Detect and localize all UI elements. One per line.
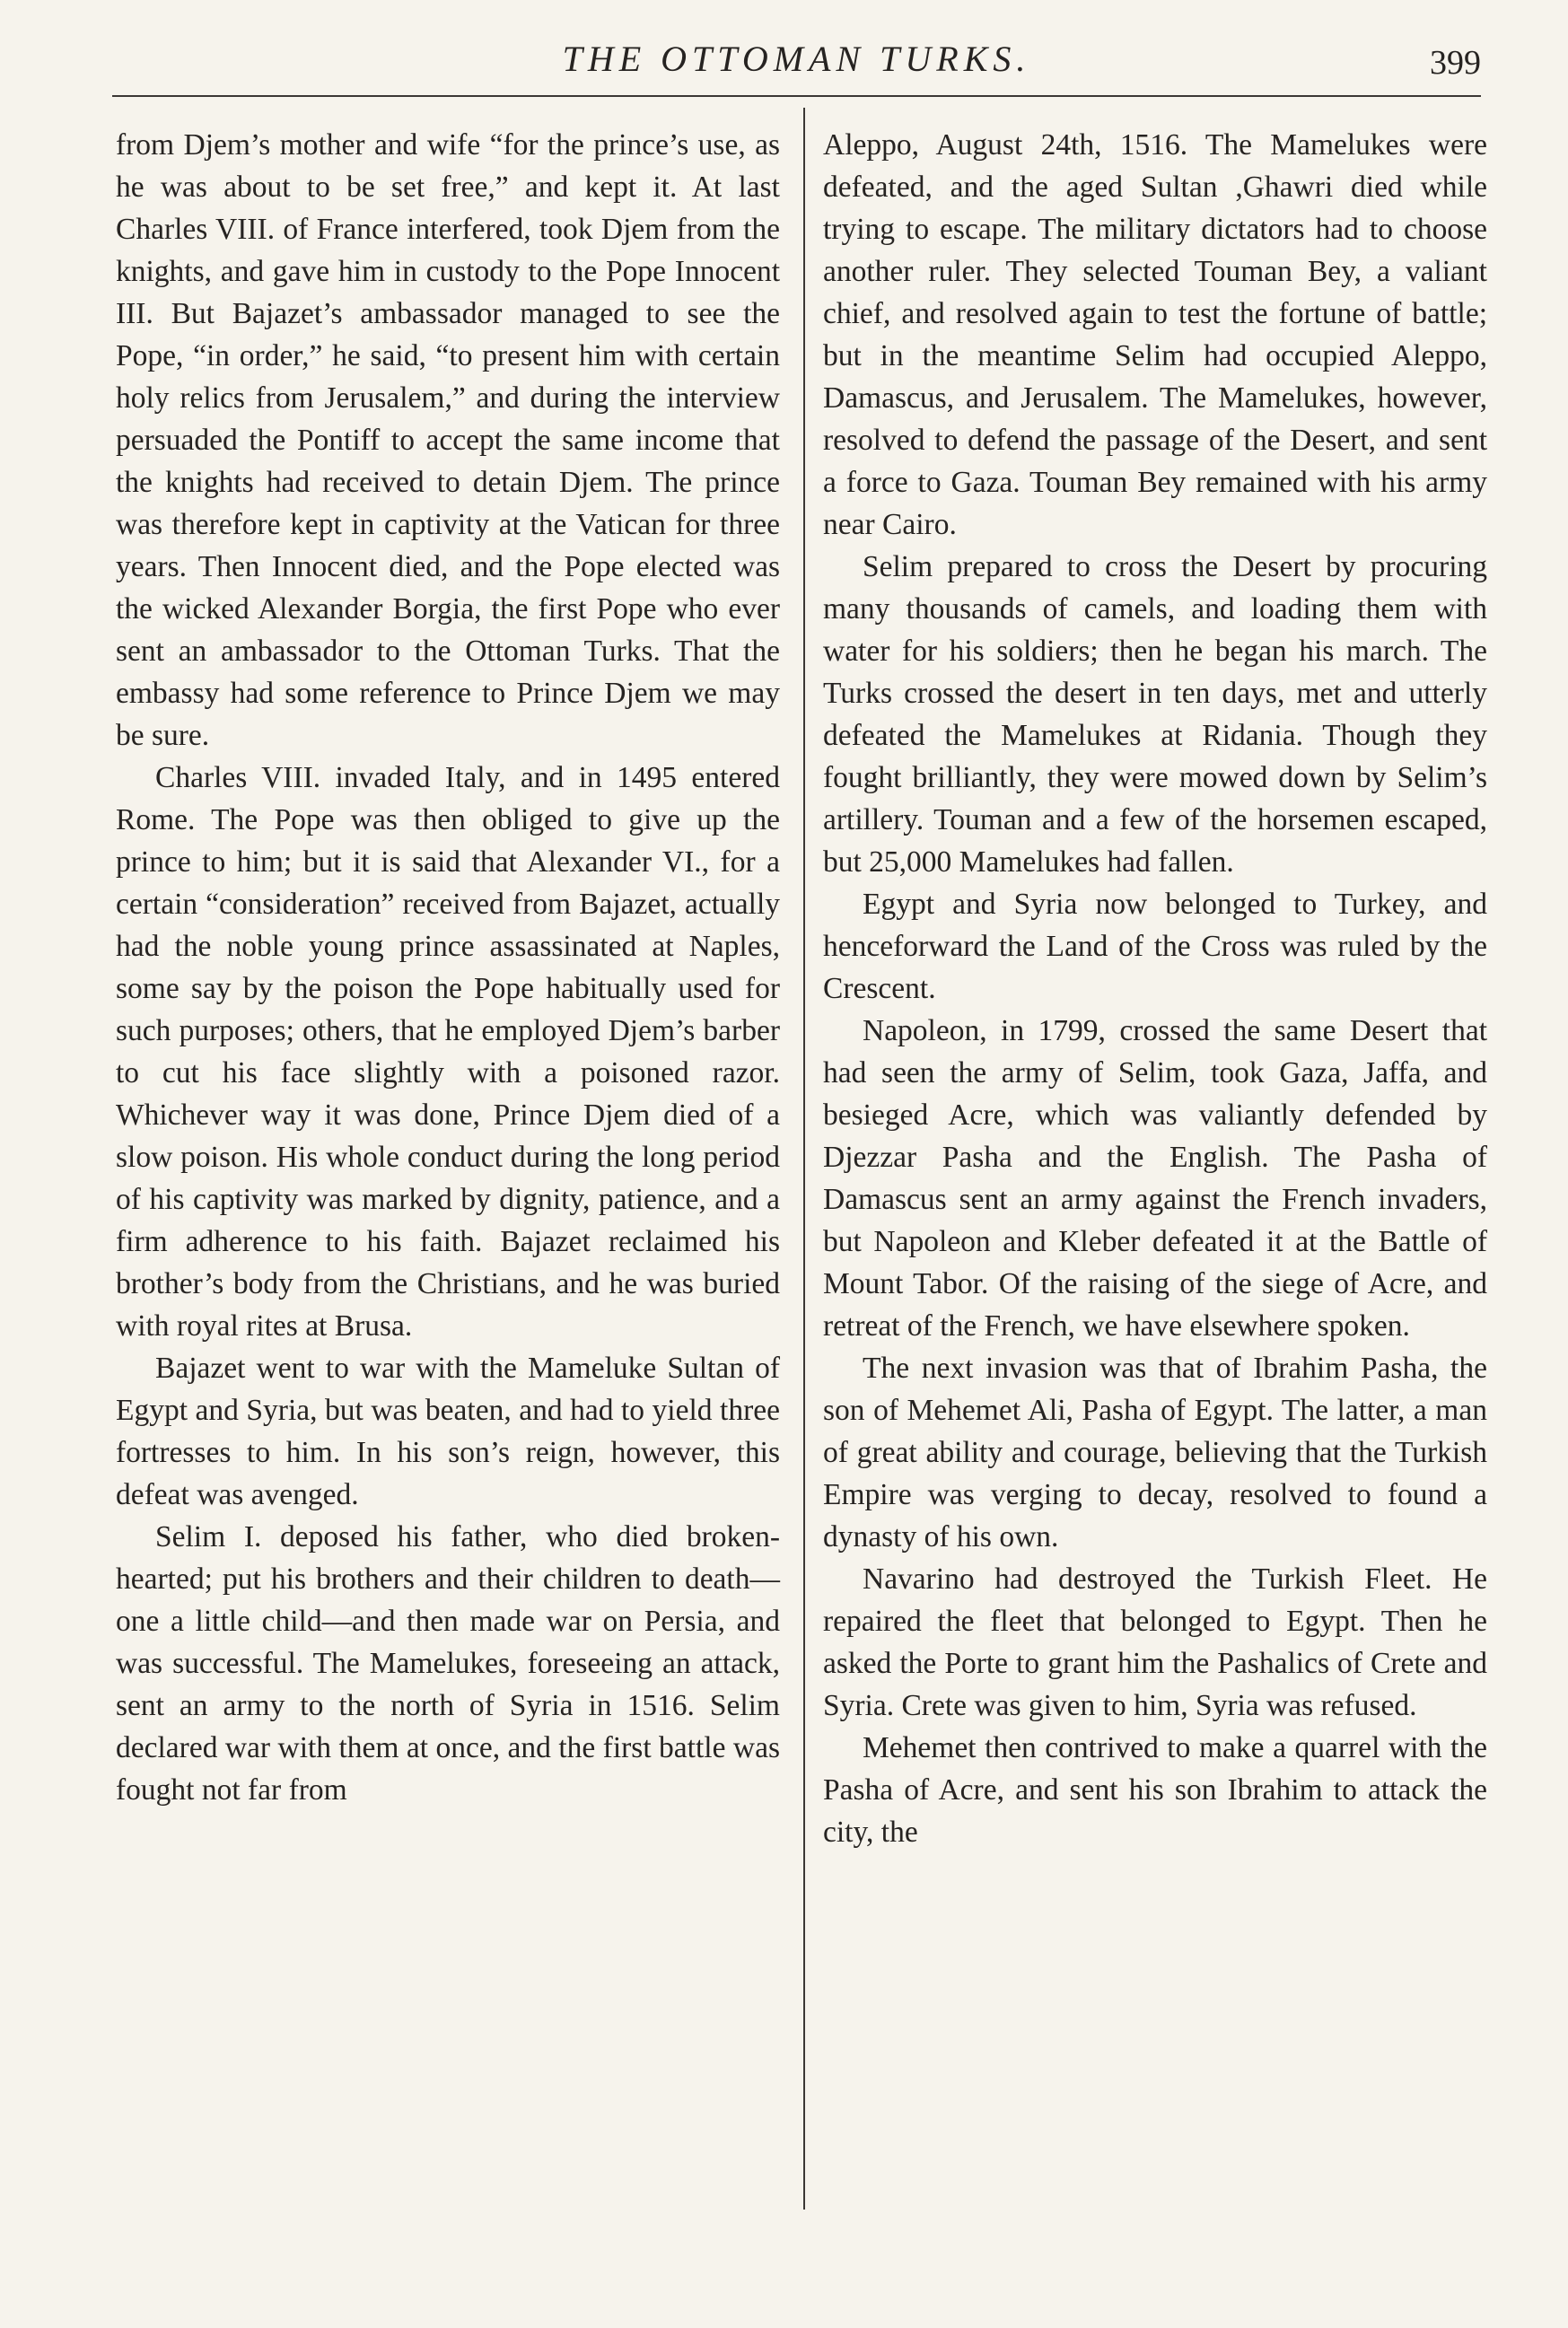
paragraph: Charles VIII. invaded Italy, and in 1495 entered Rome. The Pope was then obliged to give up the prince to him; but it is said that Alexander VI., for a certain “consideration” received from Bajazet, actually had the noble young prince assassinated at Naples, some say by the poison the Pope habitually used for such purposes; others, that he employed Djem’s barber to cut his face slightly with a poisoned razor. Whichever way it was done, Prince Djem died of a slow poison. His whole conduct during the long period of his captivity was marked by dignity, patience, and a firm adherence to his faith. Bajazet reclaimed his brother’s body from the Christians, and he was buried with royal rites at Brusa.: [116, 761, 780, 1343]
header-rule: [112, 95, 1481, 97]
paragraph: Selim I. deposed his father, who died broken-hearted; put his brothers and their children to death—one a little child—and then made war on Persia, and was successful. The Mamelukes, foreseeing an attack, sent an army to the north of Syria in 1516. Selim declared war with them at once, and the first battle was fought not far from: [116, 1520, 780, 1807]
paragraph: The next invasion was that of Ibrahim Pasha, the son of Mehemet Ali, Pasha of Egypt. The latter, a man of great ability and courage, believing that the Turkish Empire was verging to decay, resolved to found a dynasty of his own.: [823, 1352, 1487, 1553]
running-title: THE OTTOMAN TURKS.: [562, 39, 1031, 79]
paragraph: Egypt and Syria now belonged to Turkey, and henceforward the Land of the Cross was ruled by the Crescent.: [823, 888, 1487, 1005]
column-divider: [803, 108, 805, 2210]
paragraph: Navarino had destroyed the Turkish Fleet. He repaired the fleet that belonged to Egypt. Then he asked the Porte to grant him the Pashalics of Crete and Syria. Crete was given to him, Syria was refused.: [823, 1562, 1487, 1722]
left-column: [116, 124, 780, 1811]
paragraph: Aleppo, August 24th, 1516. The Mamelukes were defeated, and the aged Sultan ,Ghawri died while trying to escape. The military dictators had to choose another ruler. They selected Touman Bey, a valiant chief, and resolved again to test the fortune of battle; but in the meantime Selim had occupied Aleppo, Damascus, and Jerusalem. The Mamelukes, however, resolved to defend the passage of the Desert, and sent a force to Gaza. Touman Bey remained with his army near Cairo.: [823, 128, 1487, 541]
paragraph: from Djem’s mother and wife “for the prince’s use, as he was about to be set free,” and kept it. At last Charles VIII. of France interfered, took Djem from the knights, and gave him in custody to the Pope Innocent III. But Bajazet’s ambassador managed to see the Pope, “in order,” he said, “to present him with certain holy relics from Jerusalem,” and during the interview persuaded the Pontiff to accept the same income that the knights had received to detain Djem. The prince was therefore kept in captivity at the Vatican for three years. Then Innocent died, and the Pope elected was the wicked Alexander Borgia, the first Pope who ever sent an ambassador to the Ottoman Turks. That the embassy had some reference to Prince Djem we may be sure.: [116, 128, 780, 752]
page-number: 399: [1430, 44, 1481, 82]
right-column: [823, 124, 1487, 1853]
paragraph: Napoleon, in 1799, crossed the same Desert that had seen the army of Selim, took Gaza, Jaffa, and besieged Acre, which was valiantly defended by Djezzar Pasha and the English. The Pasha of Damascus sent an army against the French invaders, but Napoleon and Kleber defeated it at the Battle of Mount Tabor. Of the raising of the siege of Acre, and retreat of the French, we have elsewhere spoken.: [823, 1014, 1487, 1343]
paragraph: Bajazet went to war with the Mameluke Sultan of Egypt and Syria, but was beaten, and had to yield three fortresses to him. In his son’s reign, however, this defeat was avenged.: [116, 1352, 780, 1511]
paragraph: Mehemet then contrived to make a quarrel with the Pasha of Acre, and sent his son Ibrahim to attack the city, the: [823, 1731, 1487, 1849]
paragraph: Selim prepared to cross the Desert by procuring many thousands of camels, and loading them with water for his soldiers; then he began his march. The Turks crossed the desert in ten days, met and utterly defeated the Mamelukes at Ridania. Though they fought brilliantly, they were mowed down by Selim’s artillery. Touman and a few of the horsemen escaped, but 25,000 Mamelukes had fallen.: [823, 550, 1487, 879]
page-header: [112, 34, 1481, 93]
